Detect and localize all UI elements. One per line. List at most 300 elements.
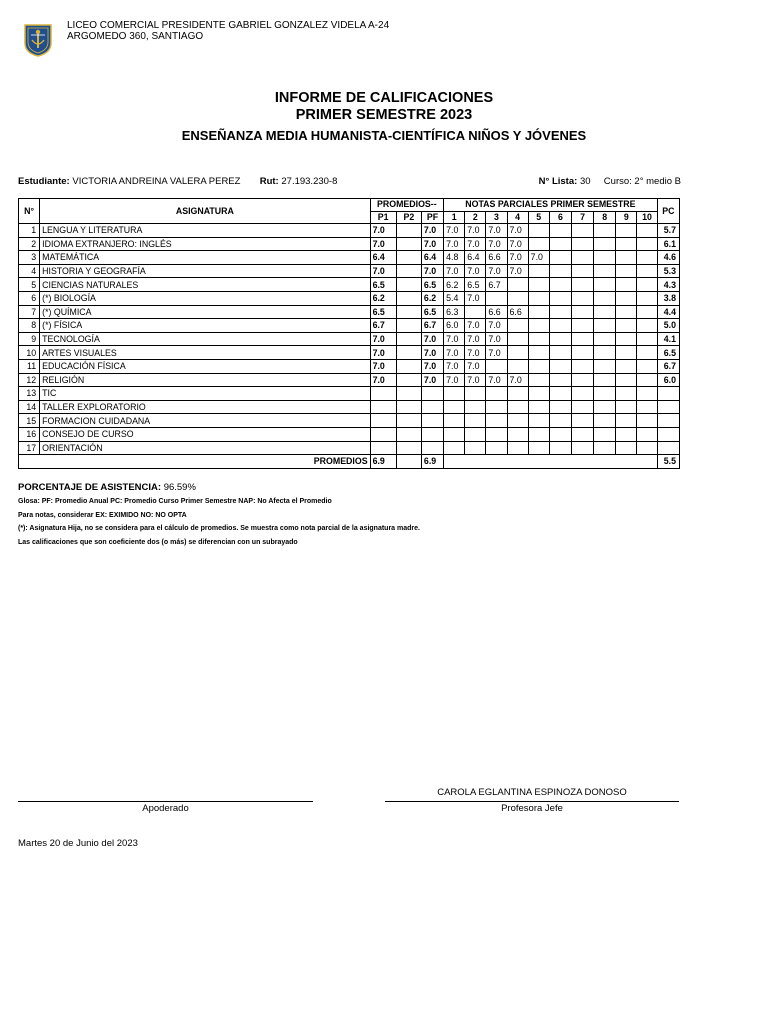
partial-grade: 6.2: [444, 278, 465, 292]
row-number: 4: [19, 264, 40, 278]
partial-grade: [549, 332, 571, 346]
grade-pf: 7.0: [421, 237, 443, 251]
subject-name: MATEMÁTICA: [40, 251, 370, 265]
partial-grade: [528, 427, 549, 441]
partial-grade: 7.0: [465, 346, 486, 360]
partial-grade: [637, 237, 657, 251]
header-note-col: 9: [616, 211, 637, 224]
partial-grade: 7.0: [486, 237, 507, 251]
table-row: [19, 291, 680, 305]
subject-name: TALLER EXPLORATORIO: [40, 400, 370, 414]
grade-pf: [421, 427, 443, 441]
partial-grade: [616, 441, 637, 455]
partial-grade: [616, 359, 637, 373]
grade-pc: [657, 441, 679, 455]
grade-p1: 7.0: [370, 373, 396, 387]
partial-grade: [486, 387, 507, 401]
report-title: INFORME DE CALIFICACIONES: [274, 90, 494, 106]
partial-grade: [637, 373, 657, 387]
grade-pf: 6.5: [421, 278, 443, 292]
row-number: 6: [19, 291, 40, 305]
partial-grade: [637, 305, 657, 319]
row-number: 13: [19, 387, 40, 401]
header-p1: P1: [370, 211, 396, 224]
table-row: [19, 237, 680, 251]
header-partials: NOTAS PARCIALES PRIMER SEMESTRE: [444, 199, 658, 212]
partial-grade: [549, 441, 571, 455]
partial-grade: 7.0: [465, 264, 486, 278]
row-number: 3: [19, 251, 40, 265]
partial-grade: [571, 414, 593, 428]
partial-grade: 7.0: [444, 237, 465, 251]
partial-grade: [549, 319, 571, 333]
grade-p2: [396, 237, 421, 251]
table-row: [19, 319, 680, 333]
header-note-col: 5: [528, 211, 549, 224]
partial-grade: [486, 414, 507, 428]
subject-name: (*) QUÍMICA: [40, 305, 370, 319]
header-pf: PF: [421, 211, 443, 224]
grade-p1: [370, 427, 396, 441]
grade-pf: 6.4: [421, 251, 443, 265]
totals-notes-blank: [444, 455, 658, 469]
attendance-value: 96.59%: [163, 482, 196, 493]
partial-grade: [594, 332, 616, 346]
partial-grade: [444, 387, 465, 401]
table-row: [19, 414, 680, 428]
partial-grade: [594, 346, 616, 360]
partial-grade: 4.8: [444, 251, 465, 265]
partial-grade: [637, 441, 657, 455]
header-p2: P2: [396, 211, 421, 224]
grade-p1: 6.4: [370, 251, 396, 265]
table-row: [19, 264, 680, 278]
subject-name: ORIENTACIÓN: [40, 441, 370, 455]
subject-name: (*) FÍSICA: [40, 319, 370, 333]
header-note-col: 2: [465, 211, 486, 224]
grade-p2: [396, 251, 421, 265]
partial-grade: [528, 387, 549, 401]
row-number: 16: [19, 427, 40, 441]
totals-label: PROMEDIOS: [19, 455, 371, 469]
glossary-line: Para notas, considerar EX: EXIMIDO NO: NO OPTA: [18, 512, 187, 519]
partial-grade: [637, 251, 657, 265]
grades-table: [18, 198, 680, 469]
subject-name: TIC: [40, 387, 370, 401]
partial-grade: [616, 291, 637, 305]
school-header: [67, 20, 389, 42]
grade-p1: 6.7: [370, 319, 396, 333]
header-pc: PC: [657, 199, 679, 224]
partial-grade: [637, 400, 657, 414]
partial-grade: [507, 387, 528, 401]
partial-grade: [465, 305, 486, 319]
grade-pc: [657, 414, 679, 428]
partial-grade: [616, 251, 637, 265]
grade-pf: 6.7: [421, 319, 443, 333]
partial-grade: [637, 319, 657, 333]
partial-grade: 7.0: [444, 264, 465, 278]
teacher-name: CAROLA EGLANTINA ESPINOZA DONOSO: [437, 787, 627, 798]
partial-grade: 7.0: [486, 332, 507, 346]
grade-p2: [396, 387, 421, 401]
header-number: N°: [19, 199, 40, 224]
grade-pf: 7.0: [421, 373, 443, 387]
partial-grade: 7.0: [444, 332, 465, 346]
partial-grade: [616, 387, 637, 401]
partial-grade: [637, 224, 657, 238]
grade-p1: 6.5: [370, 305, 396, 319]
partial-grade: [571, 224, 593, 238]
subject-name: HISTORIA Y GEOGRAFÍA: [40, 264, 370, 278]
table-row: [19, 251, 680, 265]
partial-grade: 7.0: [507, 224, 528, 238]
report-period: PRIMER SEMESTRE 2023: [295, 107, 473, 123]
partial-grade: [594, 441, 616, 455]
partial-grade: [549, 264, 571, 278]
header-note-col: 6: [549, 211, 571, 224]
grade-pf: [421, 414, 443, 428]
grade-p2: [396, 359, 421, 373]
partial-grade: 6.6: [507, 305, 528, 319]
partial-grade: 5.4: [444, 291, 465, 305]
partial-grade: [594, 387, 616, 401]
grade-p2: [396, 224, 421, 238]
guardian-label: Apoderado: [142, 803, 189, 814]
school-name: LICEO COMERCIAL PRESIDENTE GABRIEL GONZALEZ VIDELA A-24: [67, 20, 390, 31]
row-number: 2: [19, 237, 40, 251]
partial-grade: [507, 278, 528, 292]
partial-grade: 7.0: [486, 373, 507, 387]
partial-grade: [528, 319, 549, 333]
partial-grade: 7.0: [444, 224, 465, 238]
grade-pf: 7.0: [421, 359, 443, 373]
partial-grade: [444, 414, 465, 428]
partial-grade: 7.0: [444, 359, 465, 373]
partial-grade: [594, 305, 616, 319]
partial-grade: [571, 291, 593, 305]
subject-name: LENGUA Y LITERATURA: [40, 224, 370, 238]
partial-grade: [637, 278, 657, 292]
partial-grade: [616, 400, 637, 414]
partial-grade: [507, 332, 528, 346]
grade-p2: [396, 346, 421, 360]
table-row: [19, 387, 680, 401]
partial-grade: [571, 237, 593, 251]
partial-grade: [594, 224, 616, 238]
grade-pc: [657, 427, 679, 441]
header-note-col: 3: [486, 211, 507, 224]
partial-grade: [465, 441, 486, 455]
partial-grade: [616, 305, 637, 319]
partial-grade: [507, 319, 528, 333]
partial-grade: 7.0: [507, 251, 528, 265]
grade-pc: 4.1: [657, 332, 679, 346]
partial-grade: [549, 400, 571, 414]
partial-grade: [571, 441, 593, 455]
grade-pf: 6.5: [421, 305, 443, 319]
grade-pf: 7.0: [421, 332, 443, 346]
partial-grade: [549, 427, 571, 441]
grade-pc: 6.0: [657, 373, 679, 387]
partial-grade: [444, 400, 465, 414]
partial-grade: 7.0: [507, 373, 528, 387]
student-rut: 27.193.230-8: [281, 176, 338, 187]
partial-grade: [571, 400, 593, 414]
subject-name: RELIGIÓN: [40, 373, 370, 387]
partial-grade: [594, 373, 616, 387]
grade-p2: [396, 427, 421, 441]
row-number: 8: [19, 319, 40, 333]
partial-grade: [549, 373, 571, 387]
partial-grade: [444, 427, 465, 441]
partial-grade: [549, 305, 571, 319]
partial-grade: [571, 319, 593, 333]
partial-grade: [528, 237, 549, 251]
partial-grade: [594, 359, 616, 373]
partial-grade: [507, 346, 528, 360]
row-number: 14: [19, 400, 40, 414]
partial-grade: 7.0: [528, 251, 549, 265]
partial-grade: [549, 291, 571, 305]
partial-grade: [486, 400, 507, 414]
grade-p2: [396, 319, 421, 333]
subject-name: EDUCACIÓN FÍSICA: [40, 359, 370, 373]
partial-grade: 7.0: [444, 346, 465, 360]
grade-p1: [370, 441, 396, 455]
partial-grade: 7.0: [465, 373, 486, 387]
grade-pf: 7.0: [421, 224, 443, 238]
grade-p2: [396, 441, 421, 455]
partial-grade: 6.5: [465, 278, 486, 292]
partial-grade: [549, 346, 571, 360]
partial-grade: [637, 414, 657, 428]
row-number: 12: [19, 373, 40, 387]
partial-grade: 7.0: [465, 224, 486, 238]
table-row: [19, 278, 680, 292]
header-note-col: 7: [571, 211, 593, 224]
partial-grade: 6.4: [465, 251, 486, 265]
partial-grade: [571, 332, 593, 346]
totals-p1: 6.9: [370, 455, 396, 469]
row-number: 11: [19, 359, 40, 373]
grade-p2: [396, 400, 421, 414]
row-number: 15: [19, 414, 40, 428]
grade-p1: [370, 414, 396, 428]
attendance-label: PORCENTAJE DE ASISTENCIA:: [18, 482, 162, 493]
partial-grade: 7.0: [486, 264, 507, 278]
table-row: [19, 400, 680, 414]
partial-grade: [571, 373, 593, 387]
partial-grade: 7.0: [507, 264, 528, 278]
partial-grade: 7.0: [465, 291, 486, 305]
student-info: [18, 176, 337, 187]
school-crest-icon: [24, 23, 52, 57]
grade-pf: [421, 387, 443, 401]
grade-p1: 7.0: [370, 346, 396, 360]
row-number: 9: [19, 332, 40, 346]
partial-grade: [528, 278, 549, 292]
row-number: 1: [19, 224, 40, 238]
partial-grade: [637, 427, 657, 441]
partial-grade: [594, 414, 616, 428]
partial-grade: 7.0: [486, 346, 507, 360]
subject-name: IDIOMA EXTRANJERO: INGLÉS: [40, 237, 370, 251]
grade-pf: [421, 400, 443, 414]
table-row: [19, 346, 680, 360]
partial-grade: [528, 305, 549, 319]
partial-grade: [616, 319, 637, 333]
partial-grade: [637, 291, 657, 305]
partial-grade: [594, 291, 616, 305]
partial-grade: [507, 400, 528, 414]
partial-grade: [465, 387, 486, 401]
table-row: [19, 441, 680, 455]
partial-grade: 7.0: [486, 224, 507, 238]
grade-pc: 6.1: [657, 237, 679, 251]
grade-p2: [396, 332, 421, 346]
partial-grade: [549, 237, 571, 251]
grade-pc: 4.4: [657, 305, 679, 319]
grade-pf: 7.0: [421, 264, 443, 278]
partial-grade: [507, 291, 528, 305]
partial-grade: [465, 400, 486, 414]
grade-pc: 6.7: [657, 359, 679, 373]
totals-p2: [396, 455, 421, 469]
partial-grade: [616, 373, 637, 387]
subject-name: ARTES VISUALES: [40, 346, 370, 360]
report-date: Martes 20 de Junio del 2023: [18, 838, 138, 849]
partial-grade: [528, 414, 549, 428]
partial-grade: [571, 251, 593, 265]
partial-grade: [528, 400, 549, 414]
grade-pc: 5.3: [657, 264, 679, 278]
partial-grade: [594, 319, 616, 333]
partial-grade: [616, 427, 637, 441]
course-label: Curso:: [603, 176, 632, 187]
grade-p2: [396, 264, 421, 278]
partial-grade: [637, 264, 657, 278]
partial-grade: [528, 359, 549, 373]
teacher-label: Profesora Jefe: [501, 803, 563, 814]
partial-grade: [594, 427, 616, 441]
partial-grade: [571, 305, 593, 319]
partial-grade: [549, 224, 571, 238]
row-number: 5: [19, 278, 40, 292]
grade-pc: 4.6: [657, 251, 679, 265]
header-note-col: 4: [507, 211, 528, 224]
partial-grade: [637, 332, 657, 346]
grade-pc: [657, 387, 679, 401]
report-program: ENSEÑANZA MEDIA HUMANISTA-CIENTÍFICA NIÑOS Y JÓVENES: [181, 128, 587, 143]
partial-grade: [571, 427, 593, 441]
row-number: 10: [19, 346, 40, 360]
table-row: [19, 373, 680, 387]
table-row: [19, 359, 680, 373]
grade-p1: 7.0: [370, 332, 396, 346]
list-number: 30: [579, 176, 591, 187]
partial-grade: 7.0: [465, 359, 486, 373]
totals-pc: 5.5: [657, 455, 679, 469]
teacher-signature-line: [385, 801, 679, 802]
partial-grade: [465, 427, 486, 441]
partial-grade: [571, 387, 593, 401]
student-name-label: Estudiante:: [18, 176, 70, 187]
grade-pc: 4.3: [657, 278, 679, 292]
subject-name: TECNOLOGÍA: [40, 332, 370, 346]
partial-grade: 7.0: [507, 237, 528, 251]
partial-grade: [528, 332, 549, 346]
school-address: ARGOMEDO 360, SANTIAGO: [67, 31, 204, 42]
grade-pc: [657, 400, 679, 414]
partial-grade: [465, 414, 486, 428]
partial-grade: [616, 332, 637, 346]
partial-grade: [616, 346, 637, 360]
grade-p2: [396, 414, 421, 428]
partial-grade: 6.7: [486, 278, 507, 292]
grade-p1: [370, 400, 396, 414]
partial-grade: [616, 414, 637, 428]
glossary-line: (*): Asignatura Hija, no se considera para el cálculo de promedios. Se muestra como nota parcial de la asignatura madre.: [18, 525, 420, 532]
partial-grade: [616, 278, 637, 292]
grade-p1: 6.5: [370, 278, 396, 292]
table-row: [19, 332, 680, 346]
grade-p2: [396, 291, 421, 305]
partial-grade: [486, 441, 507, 455]
course-value: 2° medio B: [634, 176, 681, 187]
partial-grade: [528, 224, 549, 238]
grade-pc: 5.0: [657, 319, 679, 333]
grade-p1: 7.0: [370, 224, 396, 238]
partial-grade: [616, 224, 637, 238]
grade-p1: 7.0: [370, 359, 396, 373]
partial-grade: [571, 359, 593, 373]
grade-p2: [396, 278, 421, 292]
grade-pf: 6.2: [421, 291, 443, 305]
grade-p1: 7.0: [370, 237, 396, 251]
partial-grade: 7.0: [486, 319, 507, 333]
partial-grade: [549, 278, 571, 292]
grade-pf: [421, 441, 443, 455]
course-info: [539, 176, 681, 187]
partial-grade: 6.6: [486, 251, 507, 265]
partial-grade: [549, 251, 571, 265]
partial-grade: 7.0: [465, 319, 486, 333]
partial-grade: [571, 278, 593, 292]
table-row: [19, 305, 680, 319]
partial-grade: [528, 373, 549, 387]
student-name: VICTORIA ANDREINA VALERA PEREZ: [72, 176, 241, 187]
grade-pc: 3.8: [657, 291, 679, 305]
partial-grade: [594, 237, 616, 251]
attendance: [18, 482, 196, 493]
partial-grade: [507, 414, 528, 428]
row-number: 17: [19, 441, 40, 455]
partial-grade: [616, 264, 637, 278]
grade-p1: 7.0: [370, 264, 396, 278]
partial-grade: [571, 346, 593, 360]
rut-label: Rut:: [259, 176, 279, 187]
partial-grade: [637, 387, 657, 401]
header-note-col: 1: [444, 211, 465, 224]
partial-grade: [528, 441, 549, 455]
partial-grade: 7.0: [444, 373, 465, 387]
partial-grade: [444, 441, 465, 455]
partial-grade: 6.0: [444, 319, 465, 333]
partial-grade: 7.0: [465, 332, 486, 346]
partial-grade: [528, 346, 549, 360]
partial-grade: [507, 359, 528, 373]
